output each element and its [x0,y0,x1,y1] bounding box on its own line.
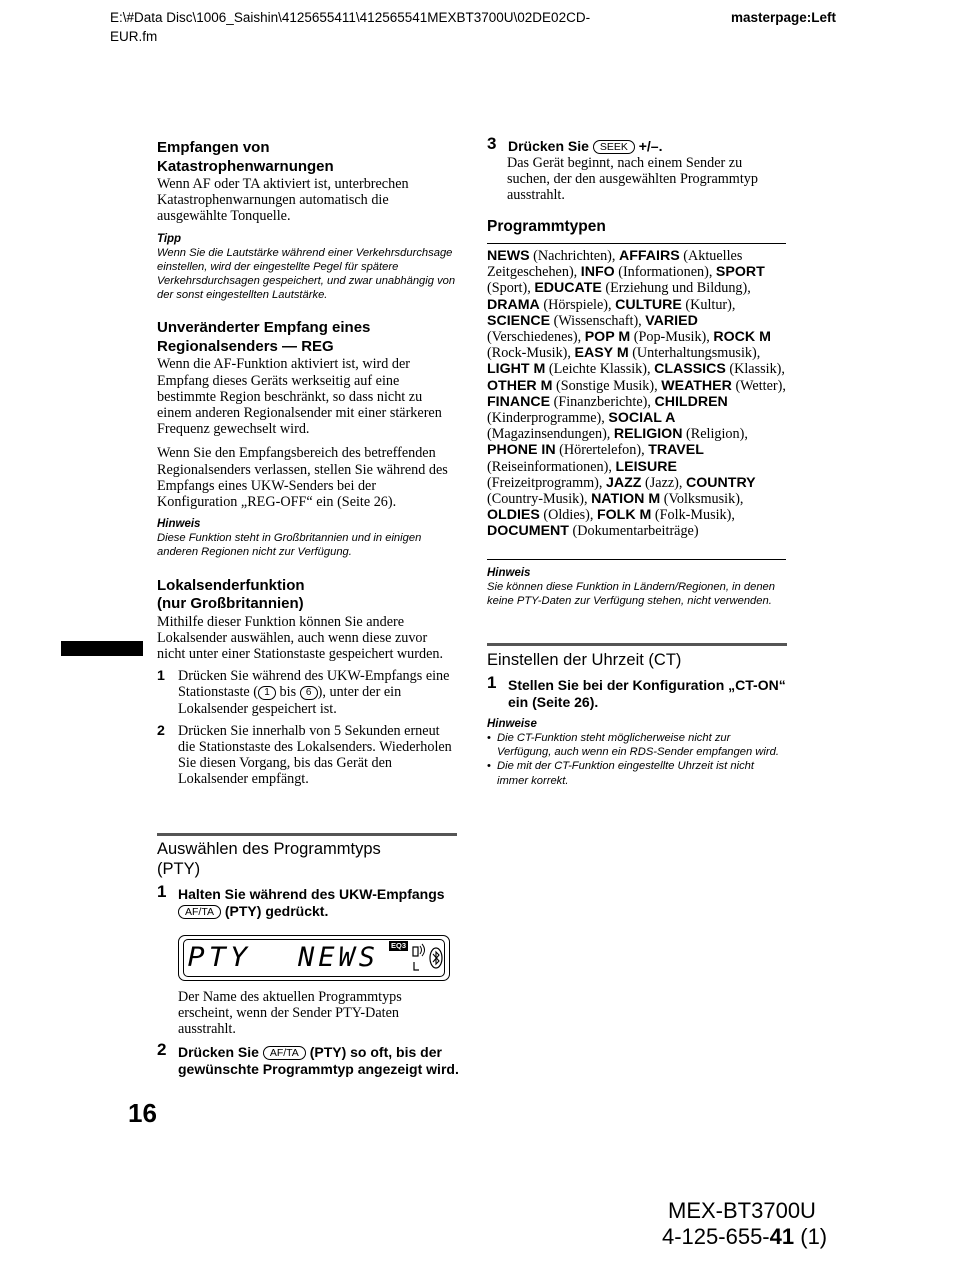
pty-code: NATION M [591,491,661,508]
page-number: 16 [128,1098,157,1128]
part-number: 4-125-655-41 (1) [662,1224,828,1249]
pty-code: COUNTRY [686,474,756,491]
masterpage-label: masterpage:Left [731,10,837,25]
af-ta-key: AF/TA [263,1046,306,1060]
pty-code: FOLK M [596,507,652,524]
ct-hint-1: • Die CT-Funktion steht möglicherweise nicht zur Verfügung, auch wenn ein RDS-Sender empfangen wird. [487,731,787,759]
section-rule [157,833,457,836]
pty-code: WEATHER [661,377,732,394]
pty-description: Hörertelefon [563,442,637,459]
hint-label: Hinweis [487,567,531,579]
section-title-reg: Unveränderter Empfang eines Regionalsenders — REG [157,319,371,355]
pty-code: VARIED [645,312,698,329]
reg-paragraph-2: Wenn Sie den Empfangsbereich des betreffenden Regionalsenders verlassen, stellen Sie während des Empfangs eines UKW-Senders bei der Konfiguration „REG-OFF“ ein (Seite 26). [157,445,448,511]
pty-code: JAZZ [606,474,642,491]
pty-description: Erziehung und Bildung [610,280,743,297]
pty-code: EASY M [574,345,629,362]
lcd-pty-text: PTY [187,942,252,973]
pty-section [157,839,457,920]
pty-description: Reiseinformationen [491,458,604,475]
tip-label: Tipp [157,232,182,245]
pty-step-3: 3 Drücken Sie SEEK +/–. [487,134,663,154]
pty-step-2: 2 Drücken Sie AF/TA (PTY) so oft, bis der gewünschte Programmtyp angezeigt wird. [157,1040,459,1077]
step-number: 1 [157,882,167,901]
preset-key-1: 1 [258,686,276,700]
section-title-ct: Einstellen der Uhrzeit (CT) [487,651,682,669]
pty-description: Wetter [740,377,778,394]
pty-description: Leichte Klassik [553,361,643,378]
section-rule [487,643,787,646]
pty-code: RELIGION [613,426,683,443]
step-number: 3 [487,134,497,153]
lcd-display [178,935,450,981]
pty-step-1: 1 Halten Sie während des UKW-Empfangs AF/TA (PTY) gedrückt. [157,882,445,919]
pty-code: CULTURE [615,296,682,313]
pty-description: Dokumentarbeiträge [577,523,694,540]
eq3-badge: EQ3 [391,941,407,950]
af-ta-key: AF/TA [178,905,221,919]
pty-description: Pop-Musik [638,329,702,346]
seek-description: Das Gerät beginnt, nach einem Sender zu suchen, der den ausgewählten Programmtyp ausstrahlt. [507,155,758,204]
pty-description: Sonstige Musik [560,377,650,394]
pty-description: Oldies [548,507,586,524]
step-number: 1 [487,673,497,692]
pty-description: Jazz [649,474,675,491]
pty-code: TRAVEL [648,442,704,459]
ct-hint-2: • Die mit der CT-Funktion eingestellte Uhrzeit ist nicht immer korrekt. [487,759,787,787]
pty-code: SCIENCE [487,312,551,329]
pty-description: Religion [690,426,740,443]
section-title-disaster-warnings: Empfangen von Katastrophenwarnungen [157,139,334,175]
bluetooth-icon [429,946,443,970]
ct-section [487,650,787,788]
pty-description: Finanzberichte [558,393,643,410]
pty-code: OLDIES [487,507,540,524]
pty-code: OTHER M [487,377,553,394]
pty-code: LEISURE [615,458,677,475]
left-column [157,139,457,788]
right-column [487,134,787,236]
pty-description: Wissenschaft [558,312,634,329]
pty-description: Freizeitprogramm [491,474,595,491]
pty-description: Aktuelles Zeitgeschehen [487,248,743,281]
pty-code: CHILDREN [654,393,728,410]
pty-code: POP M [584,329,631,346]
pty-list-bottom-rule [487,559,786,560]
phone-signal-icon [411,940,431,974]
file-path: E:\#Data Disc\1006_Saishin\4125655411\412565541MEXBT3700U\02DE02CD- EUR.fm [110,10,591,44]
pty-code: PHONE IN [487,442,556,459]
local-text: Mithilfe dieser Funktion können Sie andere Lokalsender auswählen, auch wenn diese zuvor nicht unter einer Stationstaste gespeichert wurden. [157,613,444,663]
pty-code: DOCUMENT [487,523,569,540]
local-step-1: 1 Drücken Sie während des UKW-Empfangs eine Stationstaste ( 1 bis 6 ), unter der ein Lokalsender gespeichert ist. [157,668,450,717]
pty-code: SOCIAL A [608,410,676,427]
pty-code: FINANCE [487,393,551,410]
pty-code: NEWS [487,248,530,264]
step-number: 2 [157,1040,167,1059]
pty-description: Klassik [734,361,777,378]
pty-after-display [178,989,458,1038]
pty-description: Folk-Musik [659,507,727,524]
section-title-pty: Auswählen des Programmtyps (PTY) [157,840,381,878]
pty-code: AFFAIRS [619,248,680,264]
pty-description: Kinderprogramme [491,410,597,427]
pty-description: Nachrichten [537,248,608,264]
pty-description: Hörspiele [548,296,604,313]
pty-list: NEWS (Nachrichten), AFFAIRS (Aktuelles Zeitgeschehen), INFO (Informationen), SPORT (Sport), EDUCATE (Erziehung und Bildung), DRAMA (Hörspiele), CULTURE (Kultur), SCIENCE (Wissenschaft), VARIED (Verschiedenes), POP M (Pop-Musik), ROCK M (Rock-Musik), EASY M (Unterhaltungsmusik), LIGHT M (Leichte Klassik), CLASSICS (Klassik), OTHER M (Sonstige Musik), WEATHER (Wetter), FINANCE (Finanzberichte), CHILDREN (Kinderprogramme), SOCIAL A (Magazinsendungen), RELIGION (Religion), PHONE IN (Hörertelefon), TRAVEL (Reiseinformationen), LEISURE (Freizeitprogramm), JAZZ (Jazz), COUNTRY (Country-Musik), NATION M (Volksmusik), OLDIES (Oldies), FOLK M (Folk-Musik), DOCUMENT (Dokumentarbeiträge) [487,248,786,540]
step-number: 2 [157,722,165,739]
tip-text: Wenn Sie die Lautstärke während einer Verkehrsdurchsage einstellen, wird der eingestellte Pegel für spätere Verkehrsdurchsagen gespeichert, und zwar unabhängig von der sonst eingestellten Lautstärke. [157,246,456,302]
model-name: MEX-BT3700U [668,1198,816,1223]
pty-description: Sport [491,280,523,297]
pty-description: Verschiedenes [491,329,573,346]
section-title-local: Lokalsenderfunktion (nur Großbritannien) [157,576,305,613]
seek-key: SEEK [593,140,635,154]
pty-description: Kultur [690,296,728,313]
pty-code: SPORT [715,264,765,281]
pty-code: CLASSICS [654,361,726,378]
pty-description: Informationen [622,264,705,281]
pty-description: Country-Musik [491,491,580,508]
section-tab-marker [61,641,143,656]
right-hint [487,566,786,608]
pty-code: ROCK M [713,329,771,346]
pty-description: Rock-Musik [491,345,563,362]
disaster-warnings-text: Wenn AF oder TA aktiviert ist, unterbrechen Katastrophenwarnungen automatisch die ausgewählte Tonquelle. [157,176,409,225]
hints-label: Hinweise [487,718,537,730]
pty-description: Volksmusik [668,491,736,508]
ct-step-1: 1 Stellen Sie bei der Konfiguration „CT-ON“ ein (Seite 26). [487,673,786,710]
pty-code: EDUCATE [534,280,602,297]
lcd-news-text: NEWS [298,942,380,973]
pty-code: LIGHT M [487,361,546,378]
preset-key-6: 6 [300,686,318,700]
hint-text: Sie können diese Funktion in Ländern/Regionen, in denen keine PTY-Daten zur Verfügung stehen, nicht verwenden. [487,581,775,608]
pty-description: Magazinsendungen [491,426,603,443]
pty-description: Unterhaltungsmusik [636,345,752,362]
section-title-programmtypen: Programmtypen [487,217,606,235]
pty-code: DRAMA [487,296,540,313]
reg-paragraph-1: Wenn die AF-Funktion aktiviert ist, wird der Empfang dieses Geräts werkseitig auf eine bestimmte Region beschränkt, so dass nicht zu einem anderen Regionalsender mit einer stärkeren Frequenz gewechselt wird. [157,356,442,438]
hint-label: Hinweis [157,518,201,531]
step-number: 1 [157,668,165,685]
local-step-2: 2 Drücken Sie innerhalb von 5 Sekunden erneut die Stationstaste des Lokalsenders. Wiederholen Sie diesen Vorgang, bis das Gerät den Lokalsender empfängt. [157,722,452,788]
hint-text: Diese Funktion steht in Großbritannien und in einigen anderen Regionen nicht zur Verfügung. [157,532,422,559]
pty-list-top-rule [487,243,786,244]
display-caption: Der Name des aktuellen Programmtyps erscheint, wenn der Sender PTY-Daten ausstrahlt. [178,989,402,1038]
pty-code: INFO [580,264,615,281]
